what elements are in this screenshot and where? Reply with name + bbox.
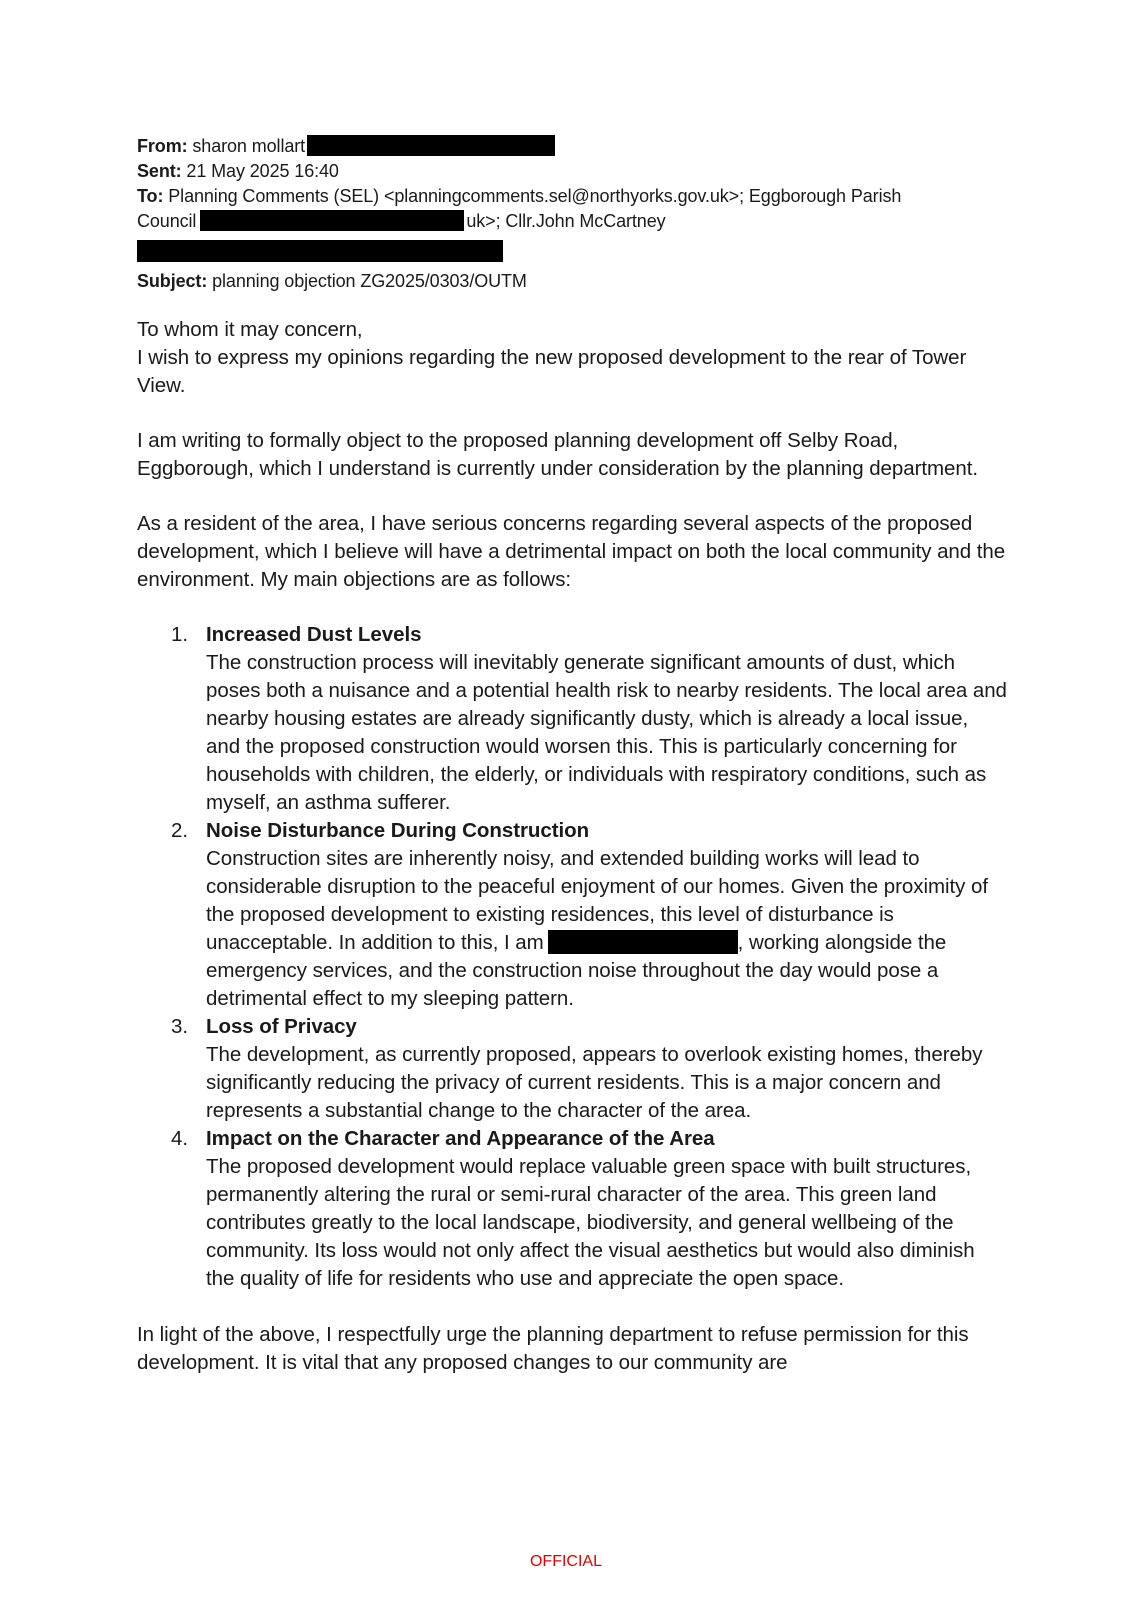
concerns-paragraph: As a resident of the area, I have serious concerns regarding several aspects of the proposed development, which I believe will have a detrimental impact on both the local community and the environment. My main objections are as follows: (137, 512, 1006, 591)
list-number: 3. (171, 1015, 188, 1038)
objection-text: The development, as currently proposed, appears to overlook existing homes, thereby significantly reducing the privacy of current residents. This is a major concern and represents a substantial change to the character of the area. (206, 1043, 983, 1122)
redaction-box (137, 240, 503, 262)
from-line (137, 134, 997, 159)
letter-body (137, 316, 1007, 1404)
to-value-line2b: uk>; Cllr.John McCartney (466, 211, 666, 231)
redaction-box (307, 135, 555, 156)
to-line-redacted (137, 234, 997, 265)
sent-value: 21 May 2025 16:40 (186, 161, 339, 181)
objection-paragraph: I am writing to formally object to the proposed planning development off Selby Road, Eggborough, which I understand is currently under consideration by the planning department. (137, 429, 979, 480)
list-number: 2. (171, 819, 188, 842)
subject-line (137, 269, 997, 294)
list-item (137, 817, 1007, 1013)
objection-title: Loss of Privacy (206, 1015, 357, 1038)
objection-text: The construction process will inevitably generate significant amounts of dust, which poses both a nuisance and a potential health risk to nearby residents. The local area and nearby housing estates are already significantly dusty, which is already a local issue, and the proposed construction would worsen this. This is particularly concerning for households with children, the elderly, or individuals with respiratory conditions, such as myself, an asthma sufferer. (206, 651, 1007, 814)
to-line (137, 184, 997, 209)
objection-title: Noise Disturbance During Construction (206, 819, 590, 842)
objection-title: Impact on the Character and Appearance of the Area (206, 1127, 715, 1150)
list-item (137, 1013, 1007, 1125)
list-number: 1. (171, 623, 188, 646)
official-classification: OFFICIAL (529, 1553, 602, 1570)
list-item (137, 621, 1007, 817)
objection-text: The proposed development would replace valuable green space with built structures, permanently altering the rural or semi-rural character of the area. This green land contributes greatly to the local landscape, biodiversity, and general wellbeing of the community. Its loss would not only affect the visual aesthetics but would also diminish the quality of life for residents who use and appreciate the open space. (206, 1155, 975, 1290)
closing-paragraph: In light of the above, I respectfully urge the planning department to refuse permission for this development. It is vital that any proposed changes to our community are (137, 1323, 969, 1374)
list-number: 4. (171, 1127, 188, 1150)
sent-line (137, 159, 997, 184)
objection-text-part2: , working alongside the emergency services, and the construction noise throughout the day would pose a detrimental effect to my sleeping pattern. (206, 931, 947, 1010)
from-value: sharon mollart (192, 136, 306, 156)
objection-text-part1: Construction sites are inherently noisy, and extended building works will lead to considerable disruption to the peaceful enjoyment of our homes. Given the proximity of the proposed development to existing residences, this level of disturbance is unacceptable. In addition to this, I am (206, 847, 988, 954)
to-label: To: (137, 186, 164, 206)
email-header (137, 134, 997, 294)
from-label: From: (137, 136, 188, 156)
list-item (137, 1125, 1007, 1293)
subject-value: planning objection ZG2025/0303/OUTM (212, 271, 527, 291)
objections-list (137, 621, 1007, 1293)
objection-text (206, 845, 1007, 1013)
to-value-line2a: Council (137, 211, 197, 231)
objection-title: Increased Dust Levels (206, 623, 422, 646)
to-value-line1: Planning Comments (SEL) <planningcomments.sel@northyorks.gov.uk>; Eggborough Parish (168, 186, 902, 206)
sent-label: Sent: (137, 161, 182, 181)
subject-label: Subject: (137, 271, 208, 291)
intro-paragraph: I wish to express my opinions regarding the new proposed development to the rear of Tower View. (137, 346, 967, 397)
greeting: To whom it may concern, (137, 318, 363, 341)
redaction-box (548, 930, 738, 954)
redaction-box (200, 210, 464, 231)
to-line-continued (137, 209, 997, 234)
